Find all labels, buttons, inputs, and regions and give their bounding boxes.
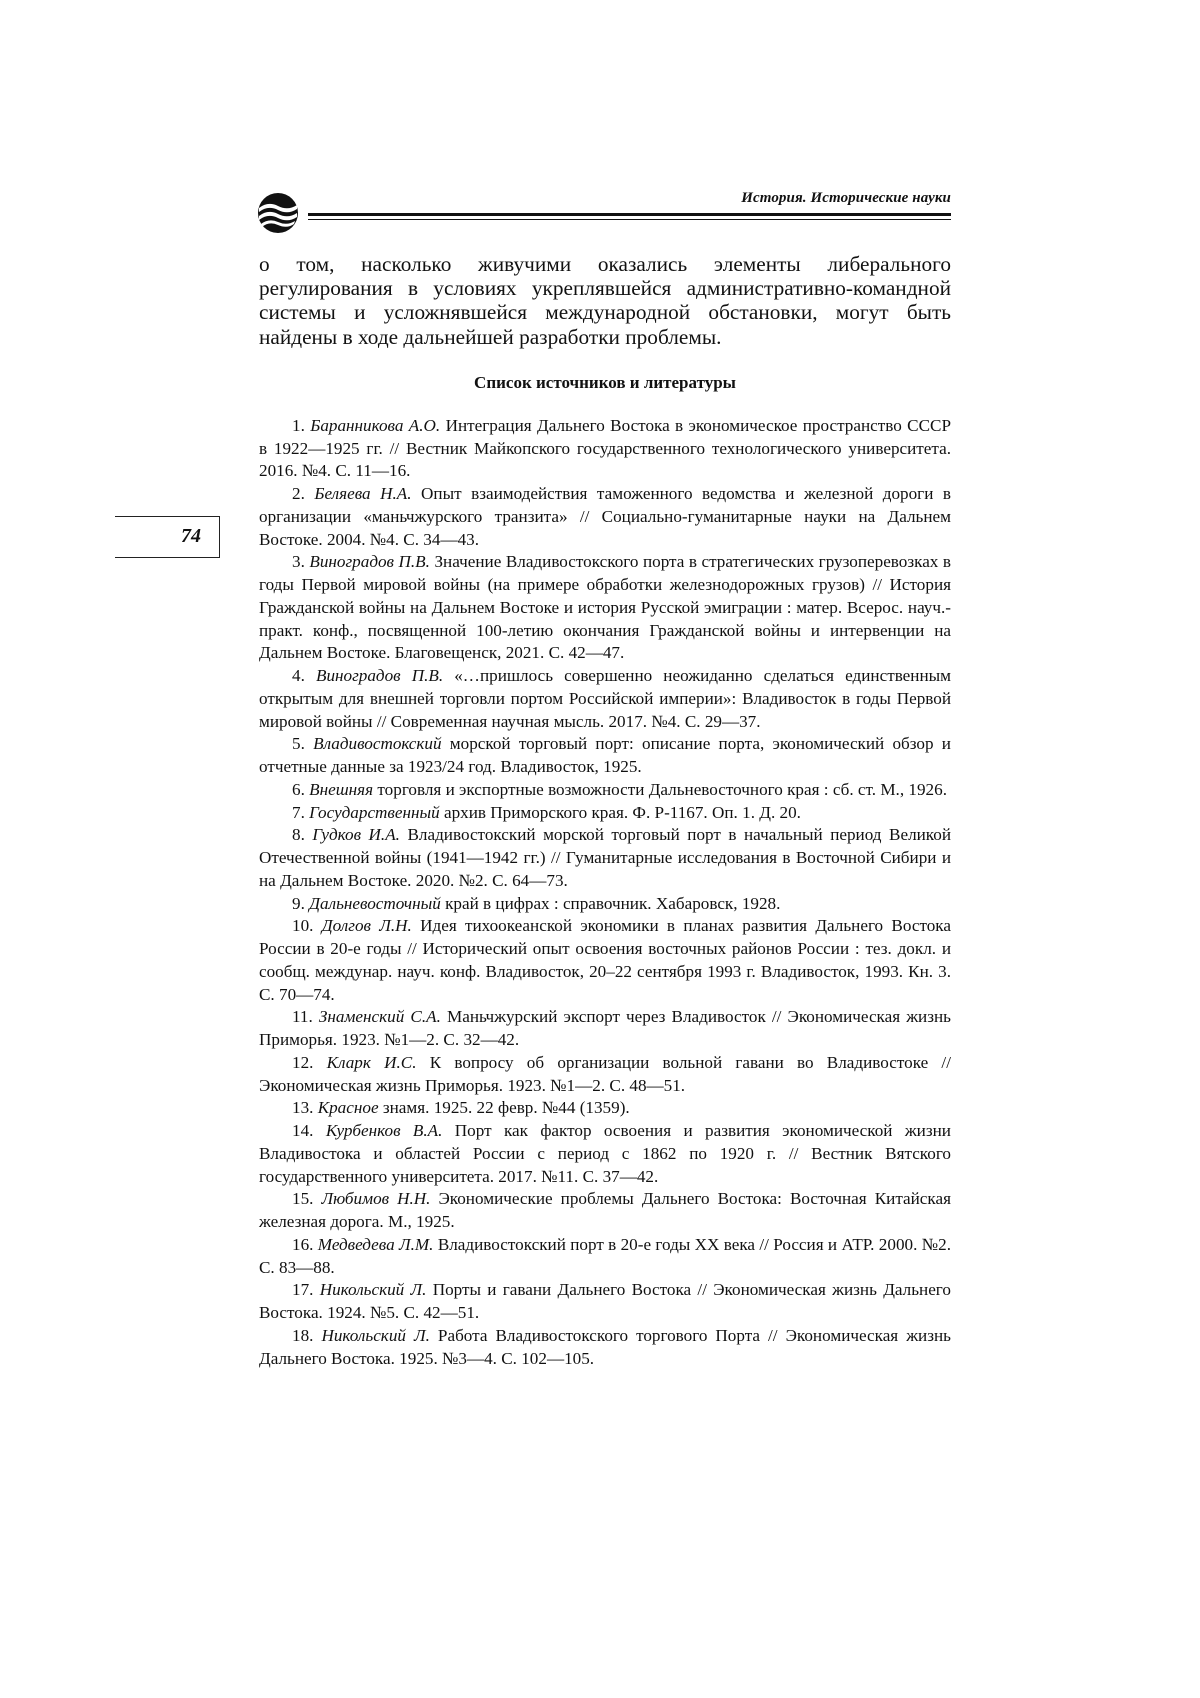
running-header	[256, 186, 951, 236]
reference-text: Владивостокский порт в 20-е годы XX века // Россия и АТР. 2000. №2. С. 83—88.	[259, 1234, 951, 1277]
reference-number: 12.	[292, 1052, 314, 1072]
reference-author: Медведева Л.М.	[317, 1234, 434, 1254]
reference-author: Дальневосточный	[309, 893, 441, 913]
reference-author: Виноградов П.В.	[315, 666, 444, 686]
reference-author: Кларк И.С.	[326, 1052, 417, 1072]
reference-item	[259, 1120, 951, 1188]
reference-text: К вопросу об организации вольной гавани во Владивостоке // Экономическая жизнь Приморья. 1923. №1—2. С. 48—51.	[259, 1052, 951, 1095]
reference-text: торговля и экспортные возможности Дальневосточного края : сб. ст. М., 1926.	[377, 779, 947, 799]
reference-text: знамя. 1925. 22 февр. №44 (1359).	[382, 1098, 630, 1118]
reference-item	[259, 1188, 951, 1234]
reference-text: Работа Владивостокского торгового Порта // Экономическая жизнь Дальнего Востока. 1925. №3—4. С. 102—105.	[259, 1325, 951, 1368]
reference-author: Долгов Л.Н.	[321, 916, 412, 936]
reference-item	[259, 1052, 951, 1098]
reference-text: архив Приморского края. Ф. Р-1167. Оп. 1. Д. 20.	[443, 802, 801, 822]
reference-item	[259, 915, 951, 1006]
reference-author: Государственный	[309, 802, 440, 822]
reference-item	[259, 779, 951, 802]
references-list	[259, 415, 951, 1371]
reference-text: Интеграция Дальнего Востока в экономическое пространство СССР в 1922—1925 гг. // Вестник Майкопского государственного технологического университета. 2016. №4. С. 11—16.	[259, 415, 951, 481]
reference-number: 16.	[292, 1234, 314, 1254]
reference-number: 11.	[292, 1007, 313, 1027]
page-number-box	[115, 516, 220, 558]
reference-number: 7.	[292, 802, 305, 822]
reference-text: Маньчжурский экспорт через Владивосток // Экономическая жизнь Приморья. 1923. №1—2. С. 32—42.	[259, 1007, 951, 1050]
journal-wave-logo-icon	[256, 190, 300, 236]
reference-item	[259, 483, 951, 551]
reference-author: Беляева Н.А.	[314, 484, 412, 504]
reference-item	[259, 1006, 951, 1052]
reference-text: Владивостокский морской торговый порт в начальный период Великой Отечественной войны (1941—1942 гг.) // Гуманитарные исследования в Восточной Сибири и на Дальнем Востоке. 2020. №2. С. 64—73.	[259, 825, 952, 890]
reference-text: Экономические проблемы Дальнего Востока: Восточная Китайская железная дорога. М., 1925.	[259, 1189, 951, 1232]
reference-number: 15.	[292, 1189, 314, 1209]
reference-number: 14.	[292, 1121, 314, 1141]
section-title: История. Исторические науки	[741, 190, 951, 206]
reference-text: Идея тихоокеанской экономики в планах развития Дальнего Востока России в 20-е годы // Исторический опыт освоения восточных районов России : тез. докл. и сообщ. междунар. науч. конф. Владивосток, 20–22 сентября 1993 г. Владивосток, 1993. Кн. 3. С. 70—74.	[259, 916, 951, 1004]
reference-author: Любимов Н.Н.	[321, 1189, 431, 1209]
reference-number: 3.	[292, 552, 305, 572]
reference-author: Курбенков В.А.	[325, 1121, 443, 1141]
references-heading: Список источников и литературы	[474, 372, 736, 392]
reference-number: 6.	[292, 779, 305, 799]
reference-item	[259, 1097, 951, 1120]
reference-item	[259, 665, 951, 733]
reference-author: Баранникова А.О.	[310, 415, 441, 435]
reference-text: Порты и гавани Дальнего Востока // Экономическая жизнь Дальнего Востока. 1924. №5. С. 42—51.	[259, 1280, 951, 1323]
reference-item	[259, 893, 951, 916]
reference-number: 2.	[292, 484, 305, 504]
header-rule-thin	[308, 219, 951, 220]
reference-text: Опыт взаимодействия таможенного ведомства и железной дороги в организации «маньчжурского транзита» // Социально-гуманитарные науки на Дальнем Востоке. 2004. №4. С. 34—43.	[259, 484, 951, 549]
reference-item	[259, 415, 951, 483]
reference-item	[259, 824, 951, 892]
reference-text: морской торговый порт: описание порта, экономический обзор и отчетные данные за 1923/24 год. Владивосток, 1925.	[259, 734, 951, 777]
reference-author: Красное	[317, 1098, 379, 1118]
reference-author: Владивостокский	[313, 734, 442, 754]
reference-author: Внешняя	[309, 779, 374, 799]
reference-item	[259, 1279, 951, 1325]
page-number: 74	[181, 525, 201, 547]
reference-number: 4.	[292, 666, 305, 686]
reference-text: край в цифрах : справочник. Хабаровск, 1928.	[445, 893, 781, 913]
intro-paragraph: о том, насколько живучими оказались элементы либерального регулирования в условиях укреплявшейся административно-командной системы и усложнявшейся международной обстановки, могут быть найдены в ходе дальнейшей разработки проблемы.	[259, 252, 951, 349]
reference-author: Виноградов П.В.	[309, 552, 430, 572]
reference-author: Никольский Л.	[321, 1325, 430, 1345]
reference-number: 10.	[292, 916, 314, 936]
reference-item	[259, 1234, 951, 1280]
reference-item	[259, 551, 951, 665]
reference-item	[259, 733, 951, 779]
reference-author: Знаменский С.А.	[318, 1007, 441, 1027]
reference-number: 8.	[292, 825, 305, 845]
reference-text: Значение Владивостокского порта в стратегических грузоперевозках в годы Первой мировой войны (на примере обработки железнодорожных грузов) // История Гражданской войны на Дальнем Востоке и история Русской эмиграции : матер. Всерос. науч.-практ. конф., посвященной 100-летию окончания Гражданской войны и интервенции на Дальнем Востоке. Благовещенск, 2021. С. 42—47.	[259, 552, 951, 663]
reference-text: Порт как фактор освоения и развития экономической жизни Владивостока и областей России с период с 1862 по 1920 г. // Вестник Вятского государственного университета. 2017. №11. С. 37—42.	[259, 1121, 951, 1186]
reference-number: 18.	[292, 1325, 314, 1345]
reference-number: 9.	[292, 893, 305, 913]
reference-item	[259, 802, 951, 825]
reference-number: 1.	[292, 415, 305, 435]
reference-author: Гудков И.А.	[312, 825, 400, 845]
reference-author: Никольский Л.	[319, 1280, 427, 1300]
reference-number: 5.	[292, 734, 305, 754]
reference-number: 13.	[292, 1098, 314, 1118]
reference-item	[259, 1325, 951, 1371]
header-rule-thick	[308, 213, 951, 216]
reference-text: «…пришлось совершенно неожиданно сделаться единственным открытым для внешней торговли портом Российской империи»: Владивосток в годы Первой мировой войны // Современная научная мысль. 2017. №4. С. 29—37.	[259, 666, 952, 731]
page-content	[259, 252, 951, 1370]
reference-number: 17.	[292, 1280, 314, 1300]
